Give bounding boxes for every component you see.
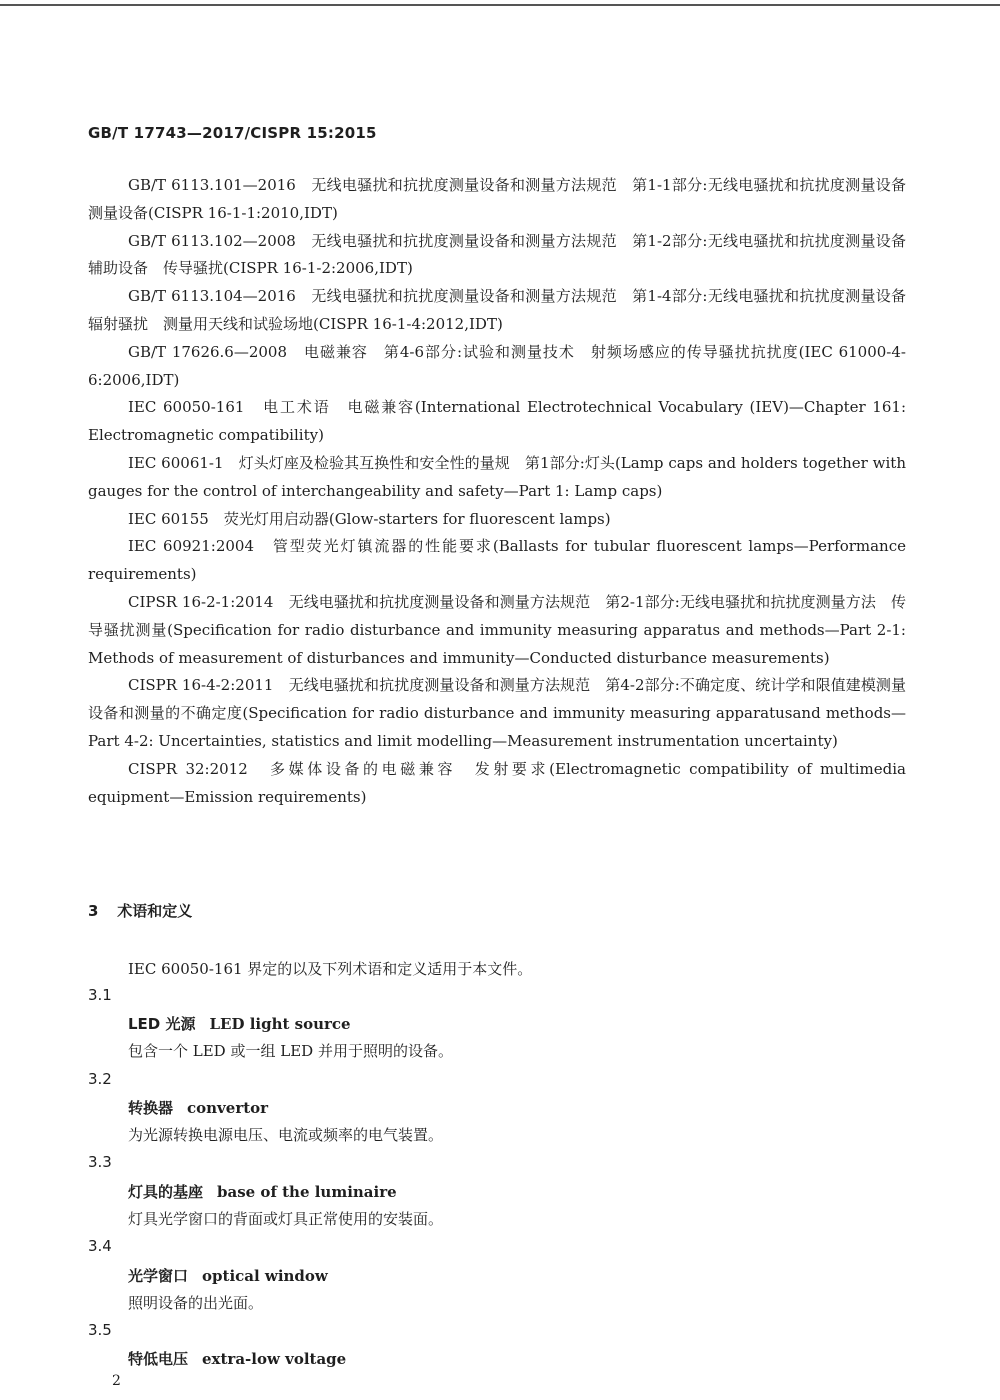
term-en: extra-low voltage [202,1350,347,1368]
term-title [128,1348,346,1369]
reference-entry: CISPR 32:2012 多媒体设备的电磁兼容 发射要求(Electromagnetic compatibility of multimedia equipment—Emission requirements) [88,759,906,806]
term-en: LED light source [209,1015,351,1033]
section-heading [88,900,192,921]
term-zh: 转换器 [128,1099,174,1117]
term-zh: LED 光源 [128,1015,196,1033]
standard-header: GB/T 17743—2017/CISPR 15:2015 [88,124,377,142]
term-definition: 为光源转换电源电压、电流或频率的电气装置。 [128,1126,444,1144]
term-title [128,1265,328,1286]
reference-entry: GB/T 17626.6—2008 电磁兼容 第4-6部分:试验和测量技术 射频场感应的传导骚扰抗扰度(IEC 61000-4-6:2006,IDT) [88,342,906,389]
term-definition: 灯具光学窗口的背面或灯具正常使用的安装面。 [128,1210,444,1228]
reference-entry: CISPR 16-4-2:2011 无线电骚扰和抗扰度测量设备和测量方法规范 第4-2部分:不确定度、统计学和限值建模测量设备和测量的不确定度(Specification for radio disturbance and immunity measuring apparatusand methods—Part 4-2: Uncertainties, statistics and limit modelling—Measurement instrumentation uncertainty) [88,676,906,750]
term-en: base of the luminaire [217,1183,397,1201]
term-zh: 光学窗口 [128,1267,189,1285]
reference-entry: CIPSR 16-2-1:2014 无线电骚扰和抗扰度测量设备和测量方法规范 第2-1部分:无线电骚扰和抗扰度测量方法 传导骚扰测量(Specification for radio disturbance and immunity measuring apparatus and methods—Part 2-1: Methods of measurement of disturbances and immunity—Conducted disturbance measurements) [88,592,906,667]
reference-entry: IEC 60921:2004 管型荧光灯镇流器的性能要求(Ballasts for tubular fluorescent lamps—Performance requirements) [88,537,906,584]
term-en: optical window [202,1267,328,1285]
reference-entry: IEC 60061-1 灯头灯座及检验其互换性和安全性的量规 第1部分:灯头(Lamp caps and holders together with gauges for the control of interchangeability and safety—Part 1: Lamp caps) [88,453,906,500]
reference-entry: GB/T 6113.102—2008 无线电骚扰和抗扰度测量设备和测量方法规范 第1-2部分:无线电骚扰和抗扰度测量设备 辅助设备 传导骚扰(CISPR 16-1-2:2006,IDT) [88,231,922,278]
page-number: 2 [112,1373,121,1389]
top-rule [0,4,1000,6]
term-title [128,1013,351,1034]
reference-entry: GB/T 6113.101—2016 无线电骚扰和抗扰度测量设备和测量方法规范 第1-1部分:无线电骚扰和抗扰度测量设备 测量设备(CISPR 16-1-1:2010,IDT) [88,176,922,222]
term-number: 3.4 [88,1237,112,1255]
term-number: 3.3 [88,1153,112,1171]
term-title [128,1181,397,1202]
section-intro: IEC 60050-161 界定的以及下列术语和定义适用于本文件。 [128,960,533,978]
term-title [128,1097,268,1118]
normative-references [88,172,922,811]
term-number: 3.2 [88,1070,112,1088]
reference-entry: IEC 60050-161 电工术语 电磁兼容(International Electrotechnical Vocabulary (IEV)—Chapter 161: Electromagnetic compatibility) [88,398,906,445]
reference-entry: IEC 60155 荧光灯用启动器(Glow-starters for fluorescent lamps) [128,509,611,528]
term-en: convertor [187,1099,269,1117]
section-title: 术语和定义 [117,902,193,920]
term-number: 3.1 [88,986,112,1004]
term-zh: 特低电压 [128,1350,189,1368]
term-number: 3.5 [88,1321,112,1339]
term-zh: 灯具的基座 [128,1183,204,1201]
section-number: 3 [88,902,99,920]
term-definition: 包含一个 LED 或一组 LED 并用于照明的设备。 [128,1042,453,1060]
term-definition: 照明设备的出光面。 [128,1294,264,1312]
reference-entry: GB/T 6113.104—2016 无线电骚扰和抗扰度测量设备和测量方法规范 第1-4部分:无线电骚扰和抗扰度测量设备 辐射骚扰 测量用天线和试验场地(CISPR 16-1-4:2012,IDT) [88,287,922,333]
